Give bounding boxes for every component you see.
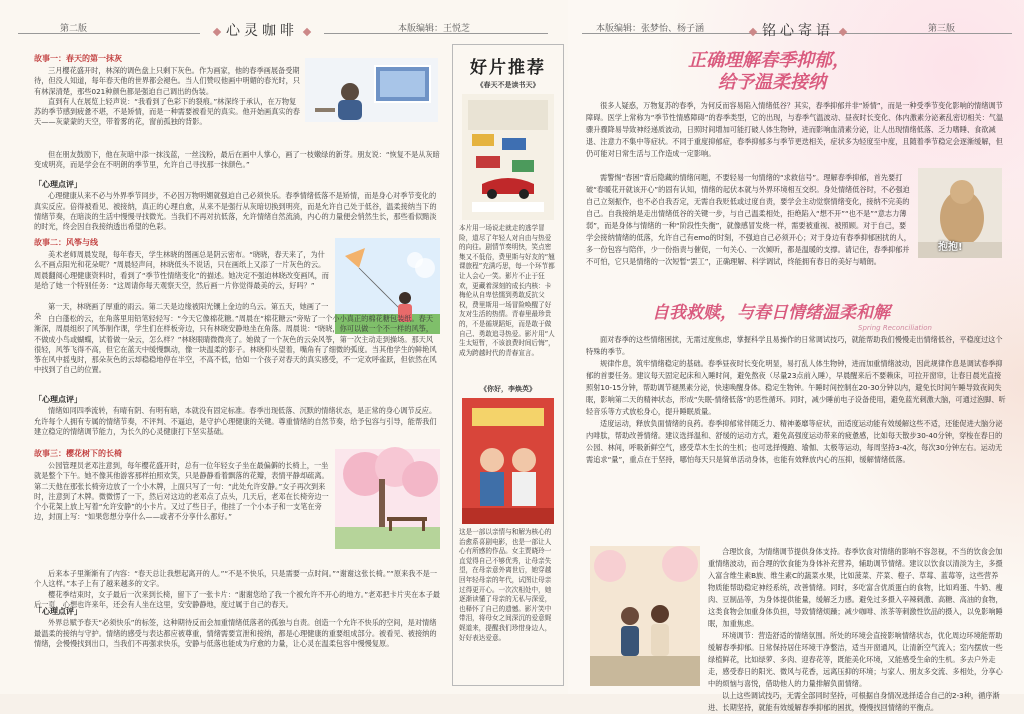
story2-paragraph: 第一天，林晓画了厚重的雨云。第二天是边缘被阳光镶上金边的乌云。第五天，她画了一朵	[34, 302, 329, 322]
right-page-number: 第三版	[928, 23, 956, 34]
story1-illustration	[305, 58, 438, 122]
story3-col-b	[34, 569, 440, 609]
story3-title-wrap	[34, 449, 330, 459]
section2-text-a	[586, 334, 1006, 540]
headline2-line1: 自我救赎，	[652, 303, 737, 323]
movie2-poster	[462, 398, 554, 524]
story2-col-a	[34, 250, 330, 302]
diamond-icon	[213, 28, 221, 36]
diamond-icon	[303, 28, 311, 36]
section1-text-b	[586, 172, 912, 316]
story3-comment-label: 「心理点评」	[34, 607, 82, 616]
hug-photo	[918, 168, 1002, 258]
story1-title: 故事一：春天的第一抹灰	[34, 54, 122, 63]
section2-paragraph: 面对春季的这些情绪困扰，无需过度焦虑，掌握科学且易操作的日常调试技巧，就能帮助我们慢慢走出情绪低谷，平稳度过这个特殊的季节。	[586, 335, 1003, 356]
movie1-poster	[462, 94, 554, 220]
left-section-title-text: 心灵咖啡	[226, 23, 298, 39]
story3-col-a	[34, 461, 330, 569]
story3-title: 故事三：樱花树下的长椅	[34, 449, 122, 458]
story1-title-wrap	[34, 54, 302, 64]
story2-title: 故事二：风筝与线	[34, 238, 98, 247]
story1-paragraph: 直到有人在展览上轻声说：“我看到了色彩下的裂痕。”林深终于承认，在万物复苏的季节感到疲惫不堪，不是矫情，而是一种需要被看见的真实。他开始画真实的春天——灰蒙蒙的天空，带着雾的花，窗前孤独的背影。	[34, 96, 300, 127]
story3-comment	[34, 604, 440, 688]
story1-comment-label: 「心理点评」	[34, 180, 82, 189]
section2-paragraph: 以上这些调试技巧，无需全部同时坚持，可根据自身情况选择适合自己的2-3种，循序渐进、长期坚持，就能有效缓解春季抑郁的困扰，慢慢找回情绪的平衡点。	[708, 691, 1000, 712]
movie2-review: 这是一部以亲情与和解为核心的治愈系喜剧电影，也是一部让人心有所感的作品。女主贾晓玲一直觉得自己不够优秀，让母亲失望，在母亲意外离世后，她穿越回年轻母亲的年代，试图让母亲过得更开心。一次次相处中，她逐渐读懂了母亲的无私与深爱，也释怀了自己的遗憾。影片笑中带泪，将母女之间深沉的爱意娓娓道来，提醒我们珍惜身边人，好好表达爱意。	[459, 528, 552, 642]
section1-text-a	[586, 100, 1006, 172]
story2-comment-text: 情绪如同四季流转，有晴有阴、有明有暗，本就没有固定标准。春季出现低落、沉默的情绪状态，是正常的身心调节反应。允许每个人拥有专属的情绪节奏，不评判、不逼迫，是守护心理健康的关键。尊重情绪的自然节奏，给予包容与引导，能帮我们建立稳定的情绪调节能力，为长久的心灵健康打下坚实基础。	[34, 406, 437, 436]
headline2-line2: 与春日情绪温柔和解	[737, 303, 890, 323]
right-section-title-text: 铭心寄语	[762, 23, 834, 39]
story1-paragraph: 三月樱花盛开时，林深的调色盘上只剩下灰色。作为画家，他的春季画展备受期待，但没人知道，每年春天他的世界都会褪色。当人们赞叹他画中明媚的春光时，只有林深清楚，那些021种颜色都是强迫自己调出的伪装。	[34, 66, 300, 96]
story1-comment-text: 心理健康从来不必与外界季节同步，不必因万物明媚就强迫自己必须快乐。春季情绪低落不是矫情，而是身心对季节变化的真实反应。倍得被看见、被接纳，真正的心理自愈，从来不是强行从灰暗切换到明亮，而是允许自己处于低谷，温柔接纳当下的情绪节奏，在暗淡的生活中慢慢寻找微光。当我们不再对抗低落，允许情绪自然流淌，内心的力量便会悄然生长，那些看似黯淡的时光，终会因自我接纳透出希望的色彩。	[34, 191, 437, 232]
story1-paragraph: 但在朋友鼓励下，他在灰暗中添一抹浅蓝，一丝浅粉，最后在画中人掌心，画了一枝嫩绿的新芽。朋友说：“恢复不是从灰暗变成明亮，而是学会在不明朗的季节里，允许自己寻找那一抹颜色。”	[34, 150, 440, 170]
story1-col-a	[34, 66, 302, 150]
story2-comment-label: 「心理点评」	[34, 395, 82, 404]
story3-comment-text: 外界总赋予春天“必须快乐”的标签，这种期待反而会加重情绪低落者的孤独与自责。创造一个允许不快乐的空间，是对情绪最温柔的接纳与守护。情绪的感受与表达都应被尊重，情绪需要宣泄和接纳，都是心理健康的重要组成部分。被看见、被接纳的情绪，会慢慢找到出口，当我们不再强求快乐，安静与低落也能成为疗愈的力量，让心灵在温柔包容中慢慢复原。	[34, 618, 437, 648]
story2-col-b	[34, 314, 440, 392]
story3-paragraph: 公园管理员老邓注意到，每年樱花盛开时，总有一位年轻女子坐在最偏僻的长椅上，一坐就是整个下午。她不像其他游客那样拍照欢笑，只是静静看着飘落的花瓣，表情平静却疏离。第二天他在那张长椅旁边放了一个小木牌，上面只写了一句：“此处允许安静。”女子再次到来时，注意到了木牌。微微愣了一下，然后对这边的老邓点了点头，几天后，老邓在长椅旁边一个小花架上放上写着“允许安静”的小卡片。又过了些日子，他挂了一个小本子和一支笔在旁边，封面上写：“如果您想分享什么——或者不分享什么都好。”	[34, 461, 329, 522]
story2-paragraph: 美术老师周晨发现，每年春天，学生林晓的图画总是阴云密布。“晓晓，春天来了，为什么不画点阳光和花朵呢？”周晨轻声问，林晓低头不说话，只在画纸上又添了一片灰色的云。周晨翻阅心理健康资料时，看到了“季节性情绪变化”的描述。她决定不强迫林晓改变画风，而是给了她一个特别任务：“这周请你每天观察天空，然后画一片你觉得最美的云，好吗？”	[34, 250, 329, 290]
section2-paragraph: 适度运动，释放负面情绪的良药。春季抑郁常伴随乏力、精神萎靡等症状，而适度运动能有效缓解这些不适，还能促进大脑分泌内啡肽，帮助改善情绪。建议选择温和、舒缓的运动方式，避免高强度运动带来的疲惫感，比如每天散步30-40分钟，穿梭在春日的公园、林间，呼吸新鲜空气，感受草木生长的生机；也可选择慢跑、瑜伽、太极等运动，每周坚持3-4次，每次30分钟左右。运动无需追求“量”，重点在于坚持，哪怕每天只是简单活动身体，也能有效释放内心的压抑，缓解情绪低落。	[586, 419, 1003, 464]
section2-text-b	[708, 546, 1004, 712]
diamond-icon	[839, 28, 847, 36]
section2-paragraph: 环境调节：营造舒适的情绪氛围。所处的环境会直接影响情绪状态，优化周边环境能帮助缓解春季抑郁。日常保持居住环境干净整洁，适当开窗通风，让清新空气流入；室内摆放一些绿植鲜花，比如绿萝、多肉、迎春花等，既能美化环境，又能感受生命的生机。多去户外走走，感受春日的阳光、微风与花香，远离压抑的环境；与家人、朋友多交流、多相处，分享心中的烦恼与喜悦，借助他人的力量排解负面情绪。	[708, 631, 1003, 688]
right-editor: 本版编辑：张梦怡、杨子涵	[596, 23, 705, 34]
section2-paragraph: 合理饮食，为情绪调节提供身体支持。春季饮食对情绪的影响不容忽视，不当的饮食会加重情绪波动，而合理的饮食能为身体补充营养，辅助调节情绪。建议以饮食以清淡为主，多摄入富含维生素B族、维生素C的蔬菜水果，比如菠菜、芹菜、橙子、草莓、蓝莓等，这些营养物质能帮助稳定神经系统，改善情绪。同时，多吃富含优质蛋白的食物，比如鸡蛋、牛奶、瘦肉、豆制品等，为身体提供能量，缓解乏力感。避免过多摄入辛辣刺激、高糖、高油的食物，这类食物会加重身体负担，导致情绪烦躁；减少咖啡、浓茶等刺激性饮品的摄入，以免影响睡眠，加重焦虑。	[708, 547, 1003, 628]
section2-paragraph: 规律作息，筑牢情绪稳定的基础。春季昼夜时长变化明显，易打乱人体生物钟，进而加重情绪波动，因此规律作息是调试春季抑郁的首要任务。建议每天固定起床和入睡时间，避免熬夜（尽量23点前入睡），早晨醒来后不要赖床，可拉开窗帘，让春日晨光直接照射10-15分钟，帮助调节褪黑素分泌，快速唤醒身体。稳定生物钟。午睡时间控制在20-30分钟以内，避免长时间午睡导致夜间失眠，影响第二天的精神状态，形成“失眠-情绪低落”的恶性循环。同时，减少睡前电子设备使用，避免蓝光刺激大脑，可通过泡脚、听轻音乐等方式放松身心，提升睡眠质量。	[586, 359, 1006, 416]
headline1-line2: 给予温柔接纳	[718, 72, 826, 93]
right-section-title	[736, 20, 860, 40]
recommend-title: 好片推荐	[470, 58, 546, 78]
diamond-icon	[749, 28, 757, 36]
headline1-line1: 正确理解春季抑郁，	[688, 50, 850, 71]
section1-paragraph: 需警惕“春困”背后隐藏的情绪问题，不要轻易一句情绪的“求救信号”。理解春季抑郁，首先要打破“春暖花开就该开心”的固有认知，情绪的起伏本就与外界环境相互交织。身处情绪低谷时，不必强迫自己立刻振作，也不必自我否定，无需自我贬低或过度自责，要学会主动觉察情绪变化，接纳不完美的自己。自我接纳是走出情绪低谷的关键一步，与自己温柔相处，拒绝陷入“想不开”“也不是”“意志力薄弱”，而是身体与情绪的一种“阶段性失衡”，就像感冒发烧一样，需要被重视、被照顾。对于自己，要学会接纳情绪的低落，允许自己有emo的时刻，不强迫自己必须开心；对于身边有春季抑郁困扰的人，多一份包容与陪伴，少一份指责与催促，一句关心、一次倾听，都是温暖的支撑。请记住，春季抑郁并不可怕，它只是情绪的一次短暂“罢工”，正确理解、科学调试，终能拥有春日的美好与晴朗。	[586, 173, 911, 266]
left-editor: 本版编辑：王悦芝	[398, 23, 471, 34]
headline2-sub: Spring Reconciliation	[858, 324, 932, 332]
right-page	[568, 0, 1024, 712]
story3-illustration	[335, 449, 440, 549]
story1-col-b	[34, 150, 440, 176]
film-recommend-box	[452, 44, 564, 686]
story1-comment	[34, 177, 440, 235]
story2-comment	[34, 392, 440, 444]
movie2-title: 《你好，李焕英》	[480, 385, 536, 393]
story2-col-a2	[34, 302, 330, 322]
story3-paragraph: 樱花季结束时，女子最后一次来到长椅，留下了一张卡片：“谢谢您给了我一个被允许不开心的地方。”老邓把卡片夹在本子最后一页，心想也许来年，还会有人坐在这里，安安静静地，度过属于自己的春天。	[34, 589, 440, 609]
story3-paragraph: 后来本子里渐渐有了内容：“春天总让我想起离开的人。”“不是不快乐，只是需要一点时间。”“谢谢这张长椅。”“原来我不是一个人这样。”本子上有了越来越多的文字。	[34, 569, 438, 589]
story2-title-wrap	[34, 238, 330, 248]
left-page-number: 第二版	[60, 23, 88, 34]
friends-photo	[590, 546, 700, 686]
hug-caption: 抱抱!	[938, 242, 963, 253]
section1-paragraph: 很多人疑惑，万物复苏的春季，为何反而容易陷入情绪低谷？其实，春季抑郁并非“矫情”，而是一种受季节变化影响的情绪调节障碍。医学上常称为“季节性情感障碍”的春季类型，它的出现，与春季气温波动、昼夜时长变化、体内激素分泌紊乱密切相关：气温骤升骤降易导致神经递质波动，日照时间增加可能打破人体生物钟，进而影响血清素分泌，让人出现情绪低落、乏力嗜睡、食欲减退、注意力不集中等症状。不同于重度抑郁症，春季抑郁多与季节更迭相关，症状多为轻度至中度，且随着季节稳定会逐渐缓解，但仍可能对日常生活与工作造成一定影响。	[586, 101, 1004, 158]
left-section-title	[200, 20, 324, 40]
story2-paragraph: 白白蓬松的云，在角落里用铅笔轻轻写：“今天它像棉花糖。”周晨在“棉花糖云”旁贴了一个小小真正的棉花糖包装纸。春天渐深，周晨组织了风筝制作课，学生们在样板旁边，只有林晓安静地坐在角落。周晨说：“晓晓，你可以做一个不一样的风筝，不做成小鸟或蝴蝶，试着做一朵云，怎么样？”林晓眼睛微微亮了。她做了一个灰色的云朵风筝，第一次主动走到操场。那天风很轻，风筝飞得不高，但它在蓝天中缓慢飘动，像一块温柔的影子。林晓仰头望着，嘴角有了细微的弧度。当其他学生的鲜艳风筝在风中摇曳时，那朵灰色的云却稳稳地停在半空，不高不低，恰如一个孩子对春天的真实感受，不一定欢呼雀跃，但依然在风中找到了自己的位置。	[34, 314, 437, 375]
headline2	[652, 298, 890, 323]
movie1-title: 《春天不是读书天》	[476, 81, 540, 89]
movie1-review: 本片用一场说走就走的逃学冒险，道尽了年轻人对自由与热爱的向往。剧情节奏明快，笑点密集又不低俗，费里斯与好友的“翘课旅程”充满巧思，每一个环节都让人会心一笑。影片不止于狂欢，更藏着深刻的成长内核：卡梅伦从自卑怯懦到勇敢反抗父权，费里斯用一场冒险唤醒了好友对生活的热情。青春里最珍贵的，不是循规蹈矩，而是敢于做自己、勇敢追寻热爱。影片用“人生太短暂，不该浪费时间后悔”，成为跨越时代的青春宣言。	[459, 224, 555, 357]
